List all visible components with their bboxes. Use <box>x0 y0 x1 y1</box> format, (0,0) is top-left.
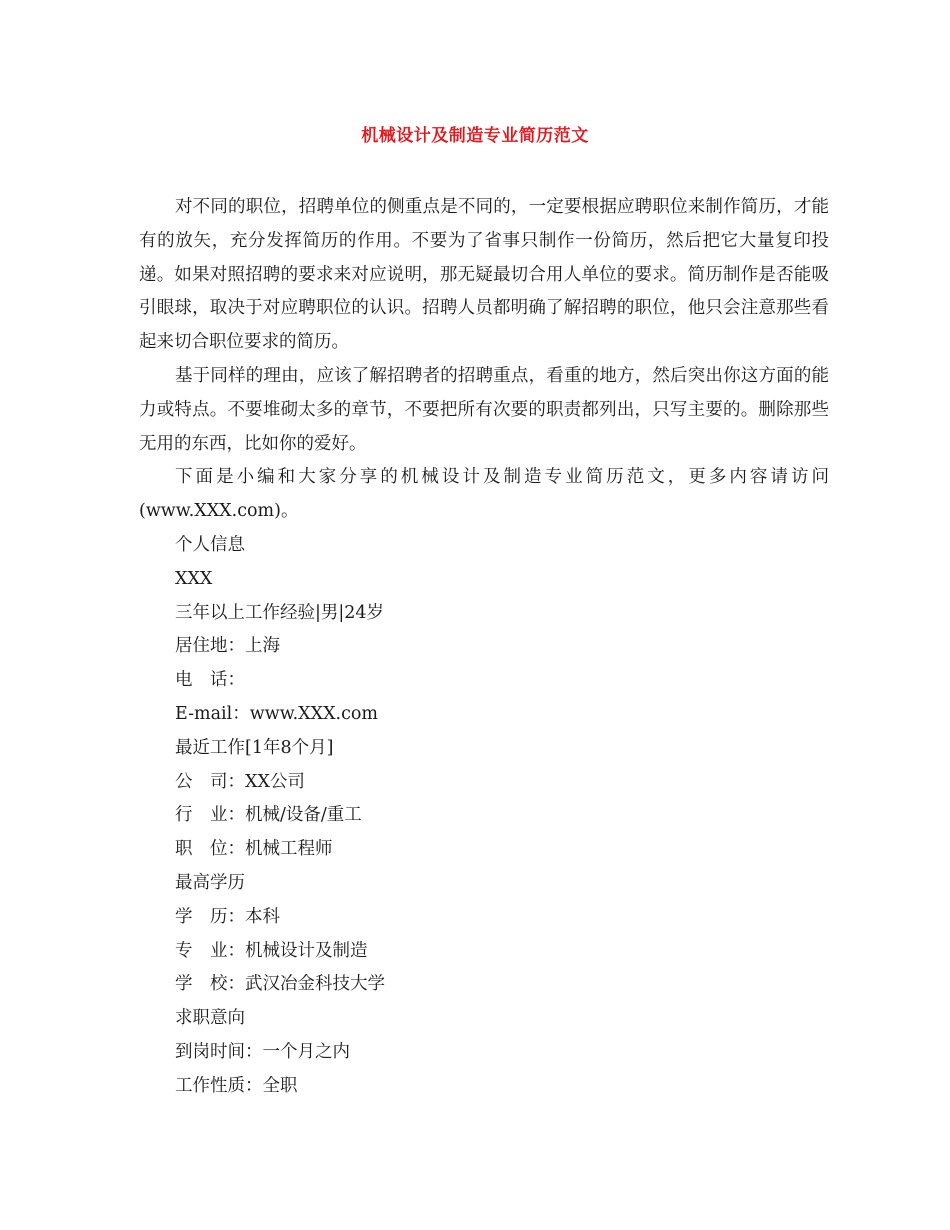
resume-name: XXX <box>175 568 213 589</box>
document-title: 机械设计及制造专业简历范文 <box>361 126 589 146</box>
phone-line: 电 话： <box>175 670 245 691</box>
degree-line: 学 历：本科 <box>175 906 280 927</box>
job-type-line: 工作性质：全职 <box>175 1075 298 1096</box>
company-line: 公 司：XX公司 <box>175 771 305 792</box>
email-line: E-mail：www.XXX.com <box>175 703 379 724</box>
section-heading-personal-info: 个人信息 <box>175 534 245 555</box>
major-line: 专 业：机械设计及制造 <box>175 940 368 961</box>
school-line: 学 校：武汉冶金科技大学 <box>175 974 385 995</box>
section-heading-education: 最高学历 <box>175 872 245 893</box>
section-heading-job-intention: 求职意向 <box>175 1008 245 1029</box>
experience-summary: 三年以上工作经验|男|24岁 <box>175 602 385 623</box>
residence-line: 居住地：上海 <box>175 636 280 657</box>
document-body <box>139 191 829 1104</box>
intro-paragraph: 对不同的职位，招聘单位的侧重点是不同的，一定要根据应聘职位来制作简历，才能有的放矢，充分发挥简历的作用。不要为了省事只制作一份简历，然后把它大量复印投递。如果对照招聘的要求来对应说明，那无疑最切合用人单位的要求。简历制作是否能吸引眼球，取决于对应聘职位的认识。招聘人员都明确了解招聘的职位，他只会注意那些看起来切合职位要求的简历。 <box>139 197 829 353</box>
reference-paragraph: 下面是小编和大家分享的机械设计及制造专业简历范文，更多内容请访问(www.XXX.com)。 <box>139 467 829 522</box>
industry-line: 行 业：机械/设备/重工 <box>175 805 362 826</box>
section-heading-recent-job: 最近工作[1年8个月] <box>175 737 334 758</box>
advice-paragraph: 基于同样的理由，应该了解招聘者的招聘重点，看重的地方，然后突出你这方面的能力或特点。不要堆砌太多的章节，不要把所有次要的职责都列出，只写主要的。删除那些无用的东西，比如你的爱好。 <box>139 365 829 454</box>
availability-line: 到岗时间：一个月之内 <box>175 1041 350 1062</box>
position-line: 职 位：机械工程师 <box>175 839 333 860</box>
